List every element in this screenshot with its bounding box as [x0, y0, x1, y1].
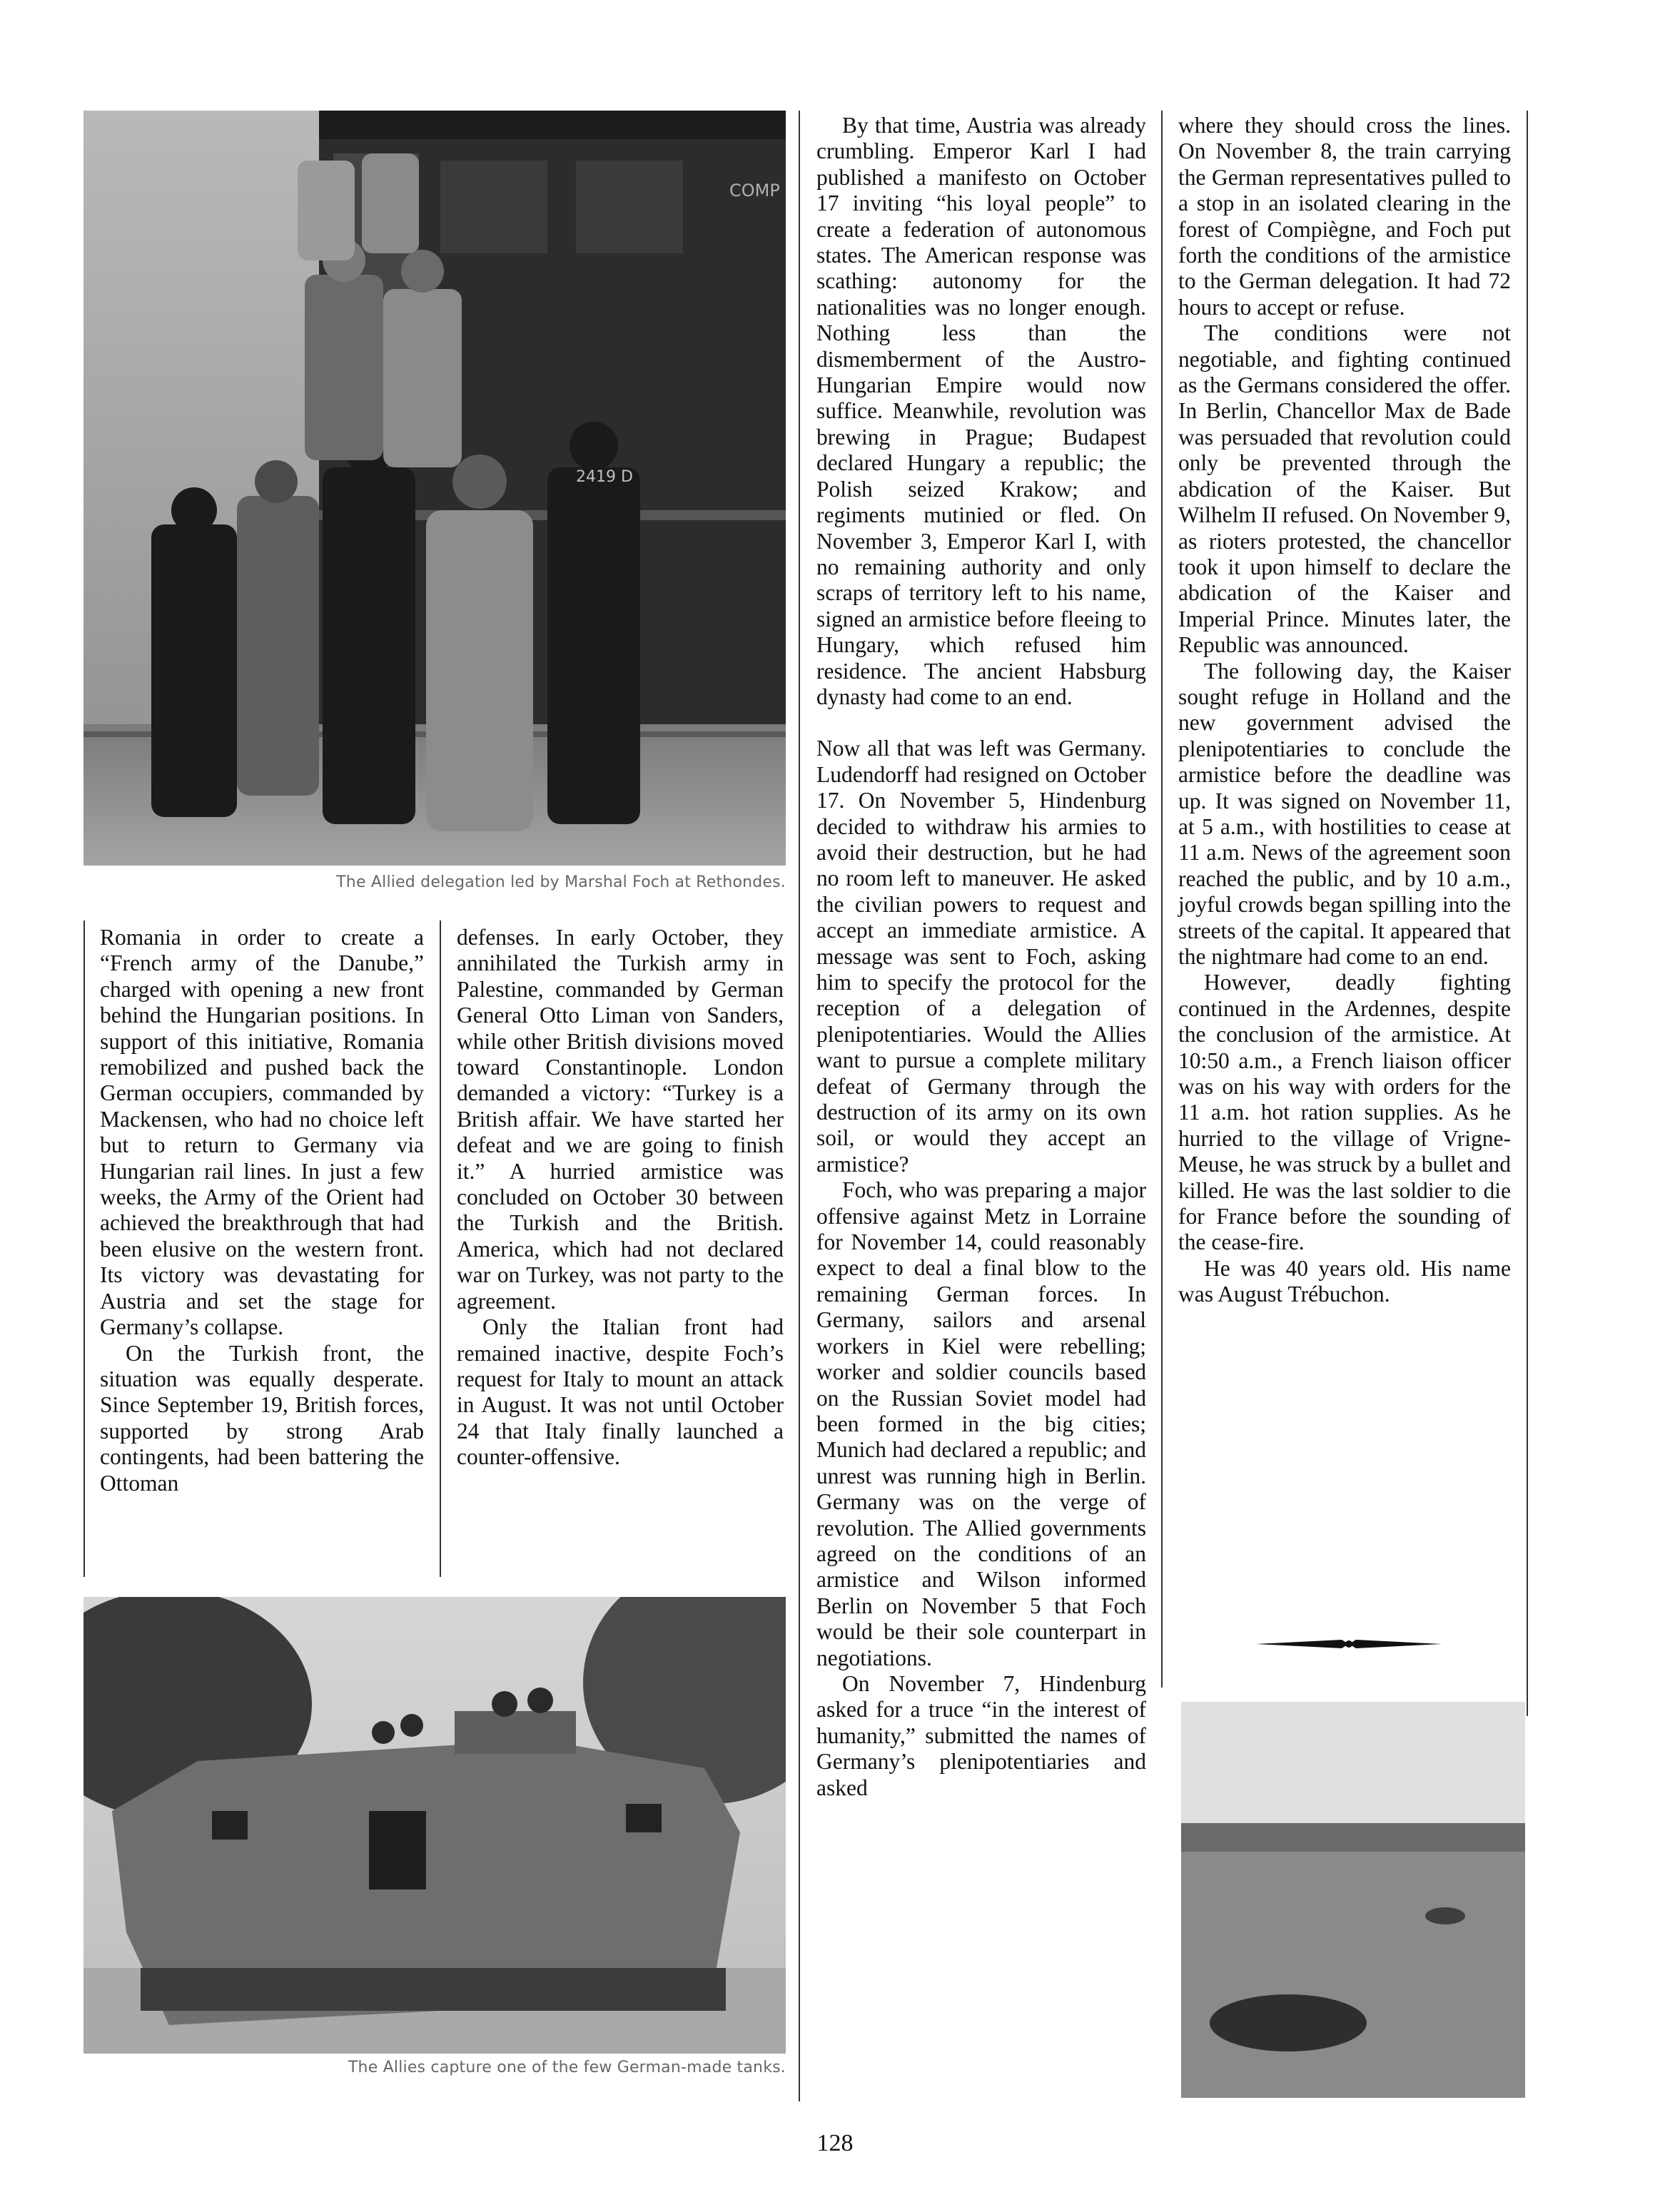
text-column-1: [100, 925, 424, 1496]
paragraph: The following day, the Kaiser sought refuge in Holland and the new government advised the plenipotentiaries to conclude the armistice before the deadline was up. It was signed on November 11, at 5 a.m., with hostilities to cease at 11 a.m. News of the agreement soon reached the public, and by 10 a.m., joyful crowds began spilling into the streets of the capital. It appeared that the nightmare had come to an end.: [1178, 658, 1511, 969]
paragraph: Foch, who was preparing a major offensive against Metz in Lorraine for November 14, could reasonably expect to deal a final blow to the remaining German forces. In Germany, sailors and arsenal workers in Kiel were rebelling; worker and soldier councils based on the Russian Soviet model had been formed in the big cities; Munich had declared a republic; and unrest was running high in Berlin. Germany was on the verge of revolution. The Allied governments agreed on the conditions of an armistice and Wilson informed Berlin on November 5 that Foch would be their sole counterpart in negotiations.: [816, 1177, 1146, 1670]
text-column-3: [816, 113, 1146, 1801]
car-number-text: 2419 D: [576, 468, 633, 486]
paragraph: Now all that was left was Germany. Ludendorff had resigned on October 17. On November 5, Hindenburg decided to withdraw his armies to avoid their destruction, but he had no room left to maneuver. He asked the civilian powers to request and accept an immediate armistice. A message was sent to Foch, asking him to specify the protocol for the reception of a delegation of plenipotentiaries. Would the Allies want to pursue a complete military defeat of Germany through the destruction of its army on its own soil, or would they accept an armistice?: [816, 736, 1146, 1177]
car-sign-text: COMP: [729, 181, 780, 201]
end-ornament: [1256, 1635, 1442, 1653]
delegation-photo: [84, 111, 786, 866]
tank-photo: [84, 1597, 786, 2054]
paragraph: Romania in order to create a “French army of the Danube,” charged with opening a new front behind the Hungarian positions. In support of this initiative, Romania remobilized and pushed back the German occupiers, commanded by Mackensen, who had no choice left but to return to Germany via Hungarian rail lines. In just a few weeks, the Army of the Orient had achieved the breakthrough that had been elusive on the western front. Its victory was devastating for Austria and set the stage for Germany’s collapse.: [100, 925, 424, 1340]
paragraph: However, deadly fighting continued in the Ardennes, despite the conclusion of the armistice. At 10:50 a.m., a French liaison officer was on his way with orders for the 11 a.m. hot ration supplies. As he hurried to the village of Vrigne-Meuse, he was struck by a bullet and killed. He was the last soldier to die for France before the sounding of the cease-fire.: [1178, 970, 1511, 1255]
column-rule: [1527, 111, 1528, 1716]
paragraph: On November 7, Hindenburg asked for a truce “in the interest of humanity,” submitted the names of Germany’s plenipotentiaries and asked: [816, 1670, 1146, 1800]
text-column-4: [1178, 113, 1511, 1308]
tank-caption: The Allies capture one of the few German-made tanks.: [348, 2059, 786, 2076]
paragraph: He was 40 years old. His name was August Trébuchon.: [1178, 1255, 1511, 1307]
column-rule: [799, 111, 800, 2101]
paragraph: Only the Italian front had remained inactive, despite Foch’s request for Italy to mount an attack in August. It was not until October 24 that Italy finally launched a counter-offensive.: [457, 1314, 784, 1470]
column-rule: [440, 920, 441, 1577]
paragraph: defenses. In early October, they annihilated the Turkish army in Palestine, commanded by German General Otto Liman von Sanders, while other British divisions moved toward Constantinople. London demanded a victory: “Turkey is a British affair. We have started her defeat and we are going to finish it.” A hurried armistice was concluded on October 30 between the Turkish and the British. America, which had not declared war on Turkey, was not party to the agreement.: [457, 925, 784, 1314]
paragraph: where they should cross the lines. On November 8, the train carrying the German representatives pulled to a stop in an isolated clearing in the forest of Compiègne, and Foch put forth the conditions of the armistice to the German delegation. It had 72 hours to accept or refuse.: [1178, 113, 1511, 320]
page-number: 128: [816, 2130, 854, 2156]
field-photo: [1181, 1702, 1525, 2098]
column-rule: [84, 920, 85, 1577]
paragraph: On the Turkish front, the situation was equally desperate. Since September 19, British forces, supported by strong Arab contingents, had been battering the Ottoman: [100, 1340, 424, 1496]
delegation-caption: The Allied delegation led by Marshal Foch at Rethondes.: [336, 873, 786, 891]
text-column-2: [457, 925, 784, 1471]
paragraph: By that time, Austria was already crumbling. Emperor Karl I had published a manifesto on October 17 inviting “his loyal people” to create a federation of autonomous states. The American response was scathing: autonomy for the nationalities was no longer enough. Nothing less than the dismemberment of the Austro-Hungarian Empire would now suffice. Meanwhile, revolution was brewing in Prague; Budapest declared Hungary a republic; the Polish seized Krakow; and regiments mutinied or fled. On November 3, Emperor Karl I, with no remaining authority and only scraps of territory left to his name, signed an armistice before fleeing to Hungary, which refused him residence. The ancient Habsburg dynasty had come to an end.: [816, 113, 1146, 709]
paragraph: The conditions were not negotiable, and fighting continued as the Germans considered the offer. In Berlin, Chancellor Max de Bade was persuaded that revolution could only be prevented through the abdication of the Kaiser. But Wilhelm II refused. On November 9, as rioters protested, the chancellor took it upon himself to declare the abdication of the Kaiser and Imperial Prince. Minutes later, the Republic was announced.: [1178, 320, 1511, 658]
column-rule: [1161, 111, 1163, 1688]
